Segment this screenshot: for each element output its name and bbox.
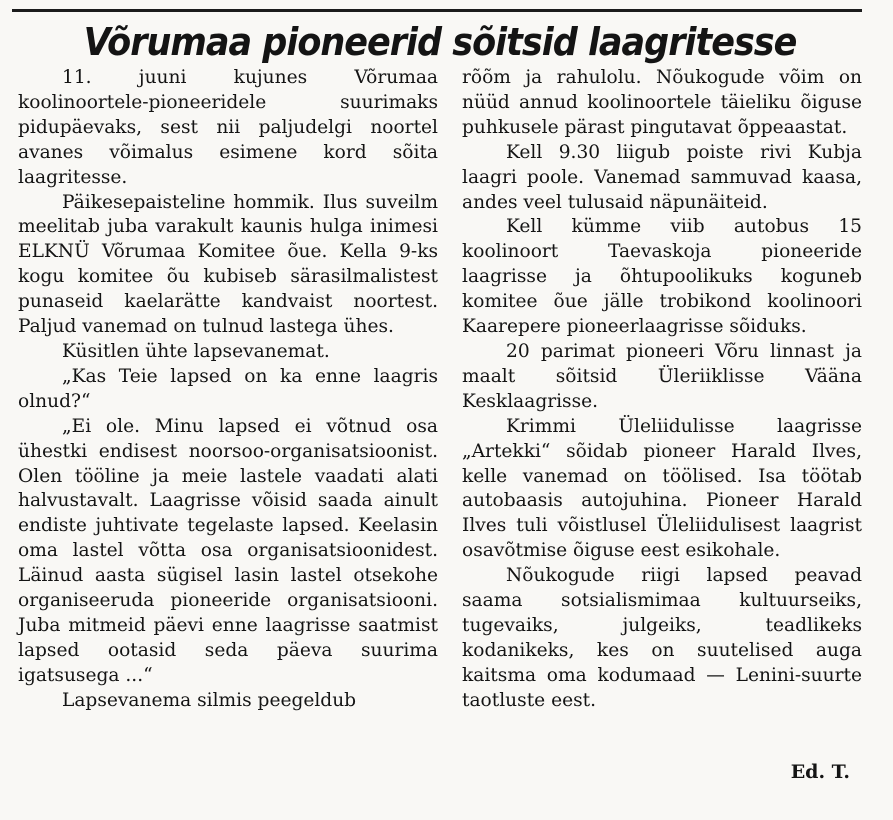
paragraph: Krimmi Üleliidulisse laagrisse „Artekki“ sõidab pioneer Harald Ilves, kelle vanemad on töölised. Isa töötab autobaasis autojuhina. Pioneer Harald Ilves tuli võistlusel Üleliidulisest laagrist osavõtmise õiguse eest esikohale. bbox=[462, 415, 862, 562]
paragraph: Nõukogude riigi lapsed peavad saama sotsialismimaa kultuurseiks, tugevaiks, julgeiks, teadlikeks kodanikeks, kes on suutelised auga kaitsma oma kodumaad — Lenini-suurte taotluste eest. bbox=[462, 565, 862, 711]
paragraph: Küsitlen ühte lapsevanemat. bbox=[62, 340, 330, 362]
paragraph: 20 parimat pioneeri Võru linnast ja maalt sõitsid Üleriiklisse Väänа Kesklaagrisse. bbox=[462, 340, 862, 412]
left-column bbox=[18, 66, 438, 714]
paragraph: Päikesepaisteline hommik. Ilus suveilm meelitab juba varakult kaunis hulga inimesi ELKNÜ Võrumaa Komitee õue. Kella 9-ks kogu komitee õu kubiseb särasilmalistest punaseid kaelarätte kandvaist noortest. Paljud vanemad on tulnud lastega ühes. bbox=[18, 191, 438, 338]
paragraph: Kell kümme viib autobus 15 koolinoort Taevaskoja pioneeride laagrisse ja õhtupoolikuks koguneb komitee õue jälle trobikond koolinoori Kaarepere pioneerlaagrisse sõiduks. bbox=[462, 216, 862, 338]
right-column bbox=[462, 66, 862, 714]
paragraph: „Ei ole. Minu lapsed ei võtnud osa ühestki endisest noorsoo-organisatsioonist. Olen tööline ja meie lastele vaadati alati halvustavalt. Laagrisse võisid saada ainult endiste juhtivate tegelaste lapsed. Keelasin oma lastel võtta osa organisatsioonidest. Läinud aasta sügisel lasin lastel otsekohe organiseeruda pioneeride organisatsiooni. Juba mitmeid päevi enne laagrisse saatmist lapsed ootasid seda päeva suurima igatsusega ...“ bbox=[18, 415, 438, 686]
paragraph: Kell 9.30 liigub poiste rivi Kubja laagri poole. Vanemad sammuvad kaasa, andes veel tulusaid näpunäiteid. bbox=[462, 141, 862, 213]
article-headline: Võrumaa pioneerid sõitsid laagritesse bbox=[83, 21, 797, 65]
paragraph: Lapsevanema silmis peegeldub bbox=[62, 689, 357, 711]
author-signature: Ed. T. bbox=[790, 761, 850, 783]
top-rule bbox=[12, 9, 862, 12]
paragraph: „Kas Teie lapsed on ka enne laagris olnud?“ bbox=[18, 365, 438, 412]
paragraph: 11. juuni kujunes Võrumaa koolinoortele-pioneeridele suurimaks pidupäevaks, sest nii paljudelgi noortel avanes võimalus esimene kord sõita laagritesse. bbox=[18, 67, 438, 188]
paragraph: rõõm ja rahulolu. Nõukogude võim on nüüd annud koolinoortele täieliku õiguse puhkusele pärast pingutavat õppeaastat. bbox=[462, 67, 862, 138]
